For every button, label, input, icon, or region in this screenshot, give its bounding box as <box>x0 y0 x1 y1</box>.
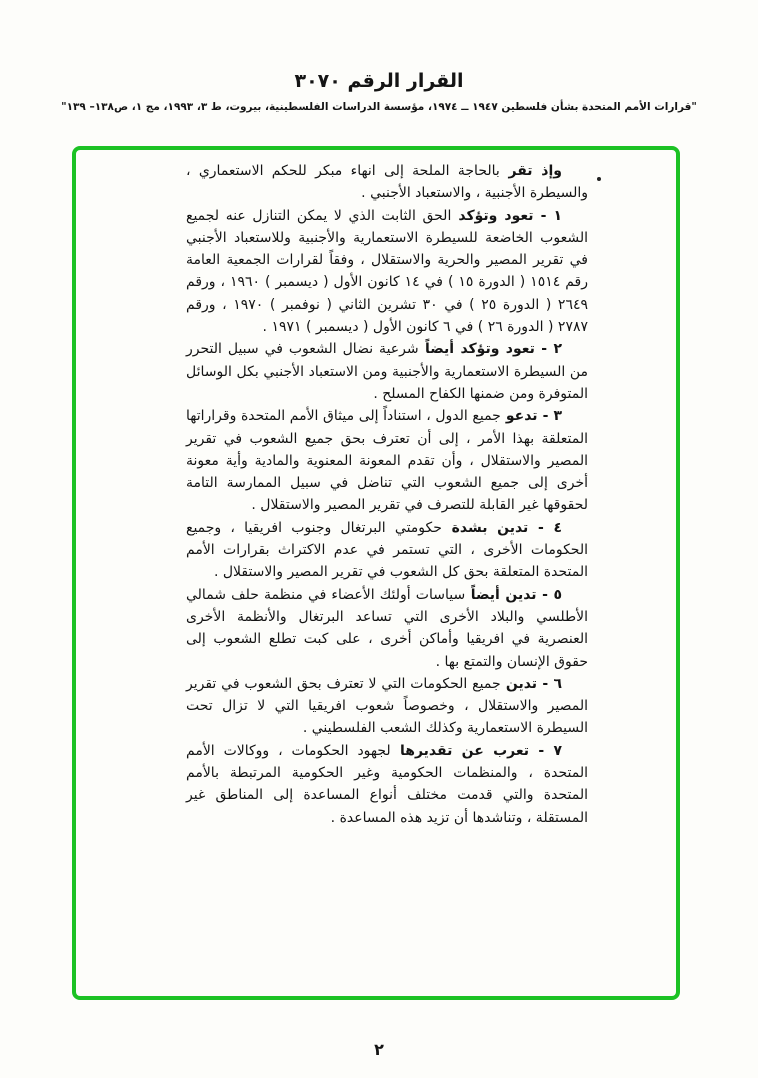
paragraph-lead: ٦ - تدين <box>500 675 562 692</box>
paragraph <box>186 160 588 205</box>
scan-artifact-dot <box>597 177 601 181</box>
page-number: ٢ <box>374 1040 384 1059</box>
paragraph-rest: حكومتي البرتغال وجنوب افريقيا ، وجميع الحكومات الأخرى ، التي تستمر في عدم الاكتراث بقرارات الأمم المتحدة المتعلقة بحق كل الشعوب في تقرير المصير والاستقلال . <box>186 519 588 581</box>
paragraph-rest: لجهود الحكومات ، ووكالات الأمم المتحدة ، والمنظمات الحكومية وغير الحكومية المرتبطة بالأمم المتحدة والتي قدمت مختلف أنواع المساعدة إلى المناطق غير المستقلة ، وتناشدها أن تزيد هذه المساعدة . <box>186 742 588 826</box>
paragraph <box>186 740 588 829</box>
paragraph-rest: الحق الثابت الذي لا يمكن التنازل عنه لجميع الشعوب الخاضعة للسيطرة الاستعمارية والأجنبية وللاستعباد الأجنبي في تقرير المصير والحرية والاستقلال ، وفقاً لقرارات الجمعية العامة رقم ١٥١٤ ( الدورة ١٥ ) في ١٤ كانون الأول ( ديسمبر ) ١٩٦٠ ، ورقم ٢٦٤٩ ( الدورة ٢٥ ) في ٣٠ تشرين الثاني ( نوفمبر ) ١٩٧٠ ، ورقم ٢٧٨٧ ( الدورة ٢٦ ) في ٦ كانون الأول ( ديسمبر ) ١٩٧١ . <box>186 207 588 336</box>
paragraph <box>186 338 588 405</box>
paragraph <box>186 673 588 740</box>
paragraph-rest: شرعية نضال الشعوب في سبيل التحرر من السيطرة الاستعمارية والأجنبية ومن الاستعباد الأجنبي بكل الوسائل المتوفرة ومن ضمنها الكفاح المسلح . <box>186 341 588 402</box>
paragraph <box>186 517 588 584</box>
paragraph <box>186 584 588 673</box>
paragraph-lead: ٥ - تدين أيضاً <box>465 586 562 603</box>
green-border-box <box>72 146 680 1000</box>
paragraph-lead: ١ - تعود وتؤكد <box>451 207 562 224</box>
paragraph <box>186 205 588 339</box>
paragraph-rest: بالحاجة الملحة إلى انهاء مبكر للحكم الاستعماري ، والسيطرة الأجنبية ، والاستعباد الأجنبي . <box>186 163 588 202</box>
paragraph-rest: جميع الدول ، استناداً إلى ميثاق الأمم المتحدة وقراراتها المتعلقة بهذا الأمر ، إلى أن تعترف بحق جميع الشعوب في تقرير المصير والاستقلال ، وأن تقدم المعونة المعنوية والمادية وأية معونة أخرى إلى جميع الشعوب التي تناضل في سبيل الممارسة التامة لحقوقها غير القابلة للتصرف في تقرير المصير والاستقلال . <box>186 408 588 514</box>
paragraph-rest: سياسات أولئك الأعضاء في منظمة حلف شمالي الأطلسي والبلاد الأخرى التي تساعد البرتغال والأنظمة الأخرى العنصرية في افريقيا وأماكن أخرى ، على كبت تطلع الشعوب إلى حقوق الإنسان والتمتع بها . <box>186 586 588 670</box>
document-body <box>186 160 588 829</box>
paragraph-lead: وإذ تقر <box>499 163 562 179</box>
paragraph-lead: ٤ - تدين بشدة <box>441 519 562 536</box>
paragraph-lead: ٣ - تدعو <box>500 408 562 425</box>
paragraph-rest: جميع الحكومات التي لا تعترف بحق الشعوب في تقرير المصير والاستقلال ، وخصوصاً شعوب افريقيا التي لا تزال تحت السيطرة الاستعمارية وكذلك الشعب الفلسطيني . <box>186 675 588 737</box>
paragraph-lead: ٧ - تعرب عن تقديرها <box>390 742 562 759</box>
paragraph-lead: ٢ - تعود وتؤكد أيضاً <box>418 341 563 358</box>
page-title: القرار الرقم ٣٠٧٠ <box>294 70 464 92</box>
source-citation: "قرارات الأمم المتحدة بشأن فلسطين ١٩٤٧ ــ ١٩٧٤، مؤسسة الدراسات الفلسطينية، بيروت، ط ٣، ١٩٩٣، مج ١، ص١٣٨– ١٣٩" <box>61 101 697 113</box>
paragraph <box>186 405 588 516</box>
